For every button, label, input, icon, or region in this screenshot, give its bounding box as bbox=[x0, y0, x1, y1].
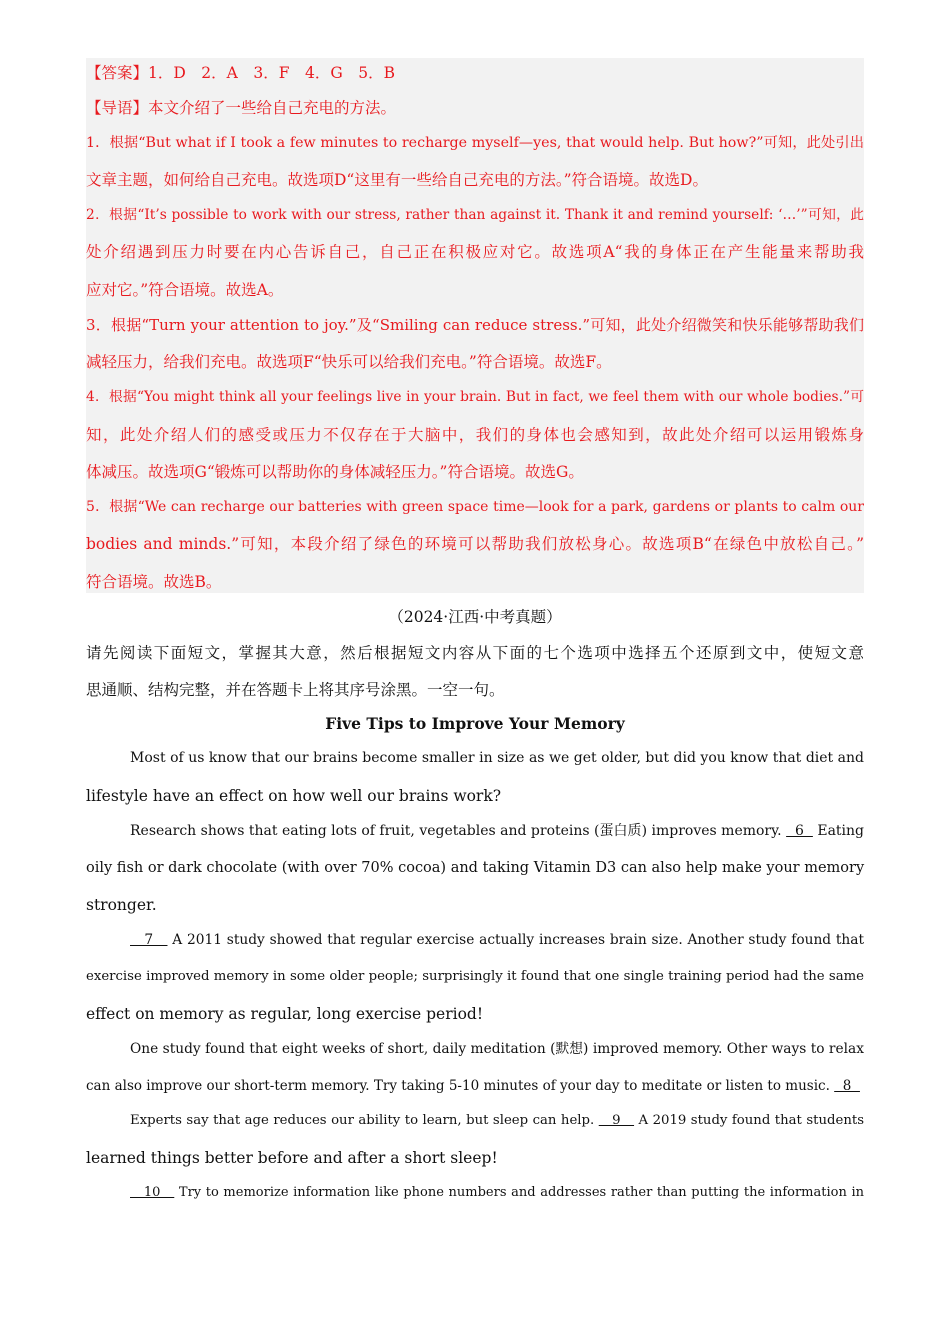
paragraph-5-text-b: A 2019 study found that students bbox=[638, 1113, 864, 1128]
paragraph-2-line1 bbox=[130, 821, 864, 841]
passage-title: Five Tips to Improve Your Memory bbox=[325, 714, 625, 733]
explanation-q4-line2: 知，此处介绍人们的感受或压力不仅存在于大脑中，我们的身体也会感知到，故此处介绍可以运用锻炼身 bbox=[86, 426, 864, 444]
paragraph-2-line3: stronger. bbox=[86, 896, 157, 914]
paragraph-4-line2 bbox=[86, 1076, 864, 1096]
blank-6[interactable]: 6 bbox=[786, 823, 813, 839]
paragraph-2-line2: oily fish or dark chocolate (with over 70% cocoa) and taking Vitamin D3 can also help make your memory bbox=[86, 860, 865, 876]
intro-line: 【导语】本文介绍了一些给自己充电的方法。 bbox=[86, 99, 397, 117]
source-label: （2024·江西·中考真题） bbox=[388, 608, 562, 626]
explanation-q5-line2: bodies and minds.”可知，本段介绍了绿色的环境可以帮助我们放松身心。故选项B“在绿色中放松自己。” bbox=[86, 535, 864, 553]
explanation-q2-line1: 2．根据“It’s possible to work with our stress, rather than against it. Thank it and remind yourself: ‘…’”可知，此 bbox=[86, 207, 864, 223]
explanation-q4-line1: 4．根据“You might think all your feelings live in your brain. But in fact, we feel them with our whole bodies.”可 bbox=[86, 389, 864, 405]
explanation-q1-line2: 文章主题，如何给自己充电。故选项D“这里有一些给自己充电的方法。”符合语境。故选D。 bbox=[86, 171, 708, 189]
paragraph-5-line2: learned things better before and after a short sleep! bbox=[86, 1149, 498, 1167]
paragraph-6-text-a: Try to memorize information like phone numbers and addresses rather than putting the information in bbox=[178, 1185, 864, 1200]
paragraph-2-text-a: Research shows that eating lots of fruit, vegetables and proteins (蛋白质) improves memory. bbox=[130, 823, 782, 839]
explanation-q3-line2: 减轻压力，给我们充电。故选项F“快乐可以给我们充电。”符合语境。故选F。 bbox=[86, 353, 612, 371]
paragraph-4-line1: One study found that eight weeks of short, daily meditation (默想) improved memory. Other ways to relax bbox=[130, 1041, 864, 1057]
paragraph-5-line1 bbox=[130, 1111, 864, 1131]
blank-7[interactable]: 7 bbox=[130, 932, 168, 948]
paragraph-1-line2: lifestyle have an effect on how well our brains work? bbox=[86, 787, 502, 805]
paragraph-6-line1 bbox=[130, 1183, 864, 1203]
paragraph-3-line1 bbox=[130, 930, 864, 950]
explanation-q5-line3: 符合语境。故选B。 bbox=[86, 573, 222, 591]
explanation-q2-line3: 应对它。”符合语境。故选A。 bbox=[86, 281, 284, 299]
paragraph-5-text-a: Experts say that age reduces our ability to learn, but sleep can help. bbox=[130, 1113, 595, 1128]
explanation-q1-line1: 1．根据“But what if I took a few minutes to recharge myself—yes, that would help. But how?”可知，此处引出 bbox=[86, 135, 864, 151]
paragraph-2-text-b: Eating bbox=[817, 823, 864, 839]
explanation-q3-line1: 3．根据“Turn your attention to joy.”及“Smiling can reduce stress.”可知，此处介绍微笑和快乐能够帮助我们 bbox=[86, 316, 864, 334]
explanation-q4-line3: 体减压。故选项G“锻炼可以帮助你的身体减轻压力。”符合语境。故选G。 bbox=[86, 463, 584, 481]
paragraph-3-line3: effect on memory as regular, long exercise period! bbox=[86, 1005, 484, 1023]
answer-line: 【答案】1．D 2．A 3．F 4．G 5．B bbox=[86, 64, 395, 82]
explanation-q5-line1: 5．根据“We can recharge our batteries with green space time—look for a park, gardens or plants to calm our bbox=[86, 499, 864, 515]
explanation-q2-line2: 处介绍遇到压力时要在内心告诉自己，自己正在积极应对它。故选项A“我的身体正在产生能量来帮助我 bbox=[86, 243, 864, 261]
blank-8[interactable]: 8 bbox=[834, 1078, 860, 1094]
paragraph-3-line2: exercise improved memory in some older people; surprisingly it found that one single training period had the same bbox=[86, 969, 864, 984]
blank-9[interactable]: 9 bbox=[598, 1113, 635, 1128]
paragraph-4-text-b: can also improve our short-term memory. Try taking 5-10 minutes of your day to meditate or listen to music. bbox=[86, 1078, 830, 1094]
instructions-line1: 请先阅读下面短文，掌握其大意，然后根据短文内容从下面的七个选项中选择五个还原到文中，使短文意 bbox=[86, 644, 864, 662]
instructions-line2: 思通顺、结构完整，并在答题卡上将其序号涂黑。一空一句。 bbox=[86, 681, 505, 699]
paragraph-3-text-a: A 2011 study showed that regular exercise actually increases brain size. Another study found that bbox=[172, 932, 864, 948]
paragraph-1-line1: Most of us know that our brains become smaller in size as we get older, but did you know that diet and bbox=[130, 750, 864, 766]
blank-10[interactable]: 10 bbox=[130, 1185, 175, 1200]
